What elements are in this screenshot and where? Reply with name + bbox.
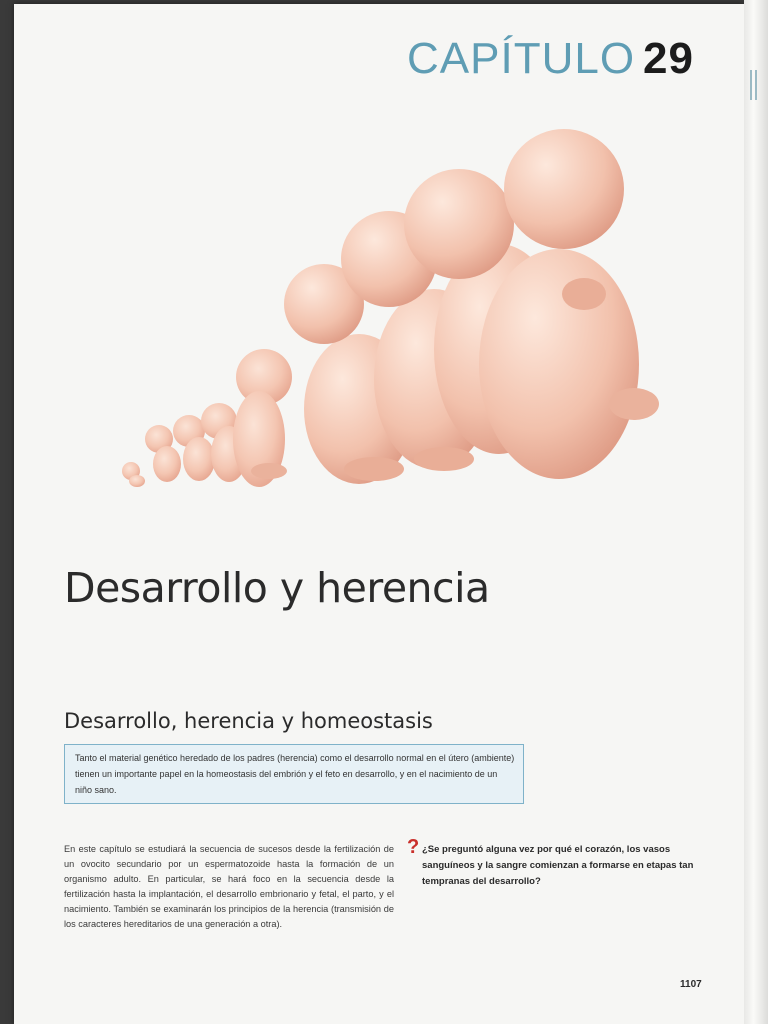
chapter-question: ¿Se preguntó alguna vez por qué el corazón, los vasos sanguíneos y la sangre comienzan a formarse en etapas tan tempranas del desarrollo? <box>422 844 694 887</box>
chapter-title: Desarrollo y herencia <box>64 564 490 612</box>
adjacent-page-edge <box>744 0 768 1024</box>
section-title: Desarrollo, herencia y homeostasis <box>64 709 433 733</box>
intro-paragraph: En este capítulo se estudiará la secuencia de sucesos desde la fertilización de un ovocito secundario por un espermatozoide hasta la formación de un organismo adulto. En particular, se hará foco en la secuencia desde la fertilización hasta la implantación, el desarrollo embrionario y fetal, el parto, y el nacimiento. También se examinarán los principios de la herencia (transmisión de los caracteres hereditarios de una generación a otra). <box>64 844 394 929</box>
edge-mark <box>750 70 752 100</box>
fetus-stage-5 <box>233 349 292 487</box>
chapter-label: CAPÍTULO <box>407 34 636 83</box>
homeostasis-callout: Tanto el material genético heredado de los padres (herencia) como el desarrollo normal en el útero (ambiente) tienen un importante papel en la homeostasis del embrión y el feto en desarrollo, y en el nacimiento de un niño sano. <box>64 744 524 804</box>
chapter-heading <box>407 34 694 84</box>
book-page <box>14 4 744 1024</box>
page-number: 1107 <box>680 979 702 990</box>
fetus-stage-9 <box>479 129 659 479</box>
chapter-number: 29 <box>643 34 694 83</box>
edge-mark <box>755 70 757 100</box>
fetal-development-stages-icon <box>109 109 669 499</box>
question-mark-icon: ? <box>407 836 420 858</box>
embryo-stage-1 <box>122 462 145 487</box>
